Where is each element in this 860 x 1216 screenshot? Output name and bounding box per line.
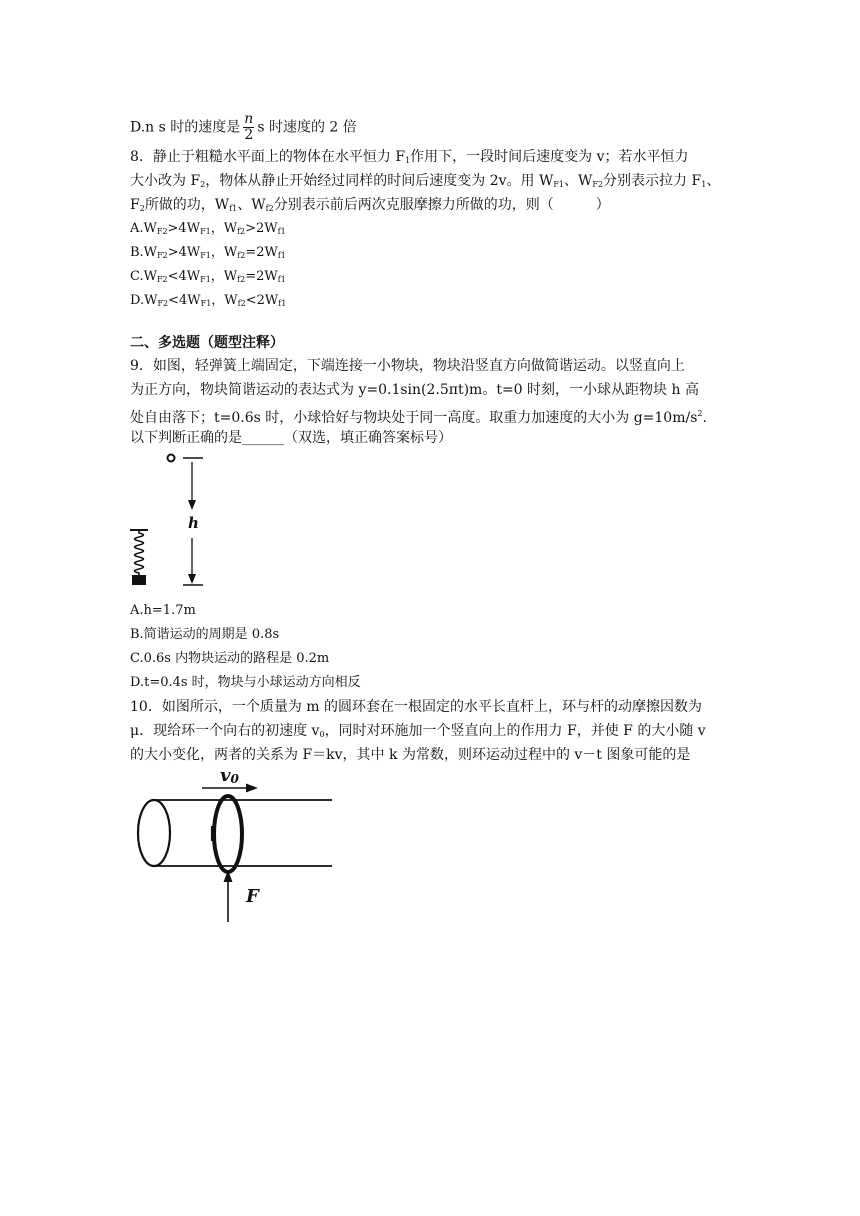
arrow-right-icon (246, 784, 258, 793)
text: <2W (245, 293, 279, 308)
text: 大小改为 F (130, 173, 201, 189)
q8-option-d (130, 290, 286, 315)
text: 分别表示拉力 F (603, 173, 702, 189)
text: 、W (237, 197, 266, 213)
subscript: F1 (200, 227, 211, 236)
subscript: F1 (200, 251, 211, 260)
subscript: F1 (200, 275, 211, 284)
text: A.W (130, 221, 157, 236)
label-f: F (246, 886, 259, 907)
subscript: f2 (237, 275, 246, 284)
text: >2W (245, 221, 278, 236)
subscript: 1 (405, 156, 411, 165)
q8-option-b (130, 242, 286, 267)
subscript: f2 (237, 299, 246, 308)
q10-stem-line2 (130, 720, 706, 746)
q8-stem-line3 (130, 194, 610, 220)
subscript: 1 (701, 180, 707, 189)
q10-stem-line3: 的大小变化，两者的关系为 F＝kv，其中 k 为常数，则环运动过程中的 v－t 图象可能的是 (130, 747, 691, 763)
q9-option-d: D.t=0.4s 时，物块与小球运动方向相反 (130, 675, 361, 690)
subscript: F2 (156, 227, 168, 236)
text: . (702, 410, 707, 426)
q9-stem-line3 (130, 403, 707, 429)
subscript: F2 (156, 275, 168, 284)
text: =2W (245, 269, 278, 284)
block-icon (132, 575, 146, 585)
subscript: f1 (277, 275, 286, 284)
text: ，W (211, 293, 238, 308)
text: F (130, 197, 140, 213)
subscript: F1 (200, 299, 212, 308)
text: μ．现给环一个向右的初速度 v (130, 723, 320, 739)
spring-icon (130, 530, 148, 576)
text: ，W (210, 221, 238, 236)
ring-rod-figure (132, 760, 342, 930)
q8-stem-line2 (130, 170, 720, 196)
subscript: F2 (592, 180, 604, 189)
q9-option-b: B.简谐运动的周期是 0.8s (130, 627, 280, 642)
text: 所做的功，W (144, 197, 230, 213)
q9-option-a: A.h=1.7m (130, 603, 196, 618)
text: 8．静止于粗糙水平面上的物体在水平恒力 F (130, 149, 406, 165)
text: 、 (706, 173, 721, 189)
subscript: f2 (265, 204, 274, 213)
text: C.W (130, 269, 157, 284)
subscript: 2 (200, 180, 206, 189)
subscript: f2 (237, 227, 246, 236)
section-heading: 二、多选题（题型注释） (130, 335, 284, 351)
fraction-numerator: n (244, 111, 254, 127)
label-h: h (188, 514, 199, 532)
text: <4W (167, 269, 201, 284)
q9-option-c: C.0.6s 内物块运动的路程是 0.2m (130, 651, 330, 666)
q8-option-c (130, 266, 286, 291)
text: 分别表示前后两次克服摩擦力所做的功，则（ ） (273, 197, 610, 213)
subscript: f1 (278, 299, 287, 308)
label-v0: v0 (220, 765, 239, 786)
text: >4W (167, 221, 201, 236)
text: ，W (210, 245, 238, 260)
subscript: 0 (319, 730, 325, 739)
q9-stem-line4: 以下判断正确的是______（双选，填正确答案标号） (130, 430, 452, 446)
q9-stem-line1: 9．如图，轻弹簧上端固定，下端连接一小物块，物块沿竖直方向做简谐运动。以竖直向上 (130, 358, 685, 374)
q8-stem-line1 (130, 146, 689, 172)
q9-stem-line2: 为正方向，物块简谐运动的表达式为 y=0.1sin(2.5πt)m。t=0 时刻，一小球从距物块 h 高 (130, 382, 699, 398)
q10-stem-line1: 10．如图所示，一个质量为 m 的圆环套在一根固定的水平长直杆上，环与杆的动摩擦因数为 (130, 699, 702, 715)
fraction-denominator: 2 (244, 127, 254, 143)
q7-option-d-text-b: s 时速度的 2 倍 (257, 119, 357, 136)
subscript: f1 (229, 204, 238, 213)
subscript: 2 (139, 204, 145, 213)
ball-icon (168, 455, 175, 462)
text: >4W (167, 245, 201, 260)
rod-end-icon (138, 800, 170, 866)
subscript: f1 (277, 251, 286, 260)
spring-ball-figure (128, 448, 228, 593)
text: B.W (130, 245, 158, 260)
subscript: f2 (237, 251, 246, 260)
text: <4W (168, 293, 201, 308)
text: ，W (210, 269, 238, 284)
text: 作用下，一段时间后速度变为 v；若水平恒力 (410, 149, 689, 165)
text: D.W (130, 293, 158, 308)
subscript: F1 (553, 180, 565, 189)
text: ，物体从静止开始经过同样的时间后速度变为 2v。用 W (205, 173, 554, 189)
q8-option-a (130, 218, 286, 243)
fraction-n-over-2 (243, 112, 254, 143)
subscript: f1 (277, 227, 286, 236)
ring-icon (214, 796, 242, 872)
superscript: 2 (697, 409, 703, 418)
subscript: F2 (157, 251, 168, 260)
text: 处自由落下；t=0.6s 时，小球恰好与物块处于同一高度。取重力加速度的大小为 g=10m/s (130, 410, 698, 426)
subscript: F2 (157, 299, 169, 308)
text: ，同时对环施加一个竖直向上的作用力 F，并使 F 的大小随 v (324, 723, 706, 739)
q7-option-d-text-a: D.n s 时的速度是 (130, 119, 241, 136)
text: 、W (564, 173, 593, 189)
text: =2W (245, 245, 278, 260)
q7-option-d (130, 112, 357, 143)
